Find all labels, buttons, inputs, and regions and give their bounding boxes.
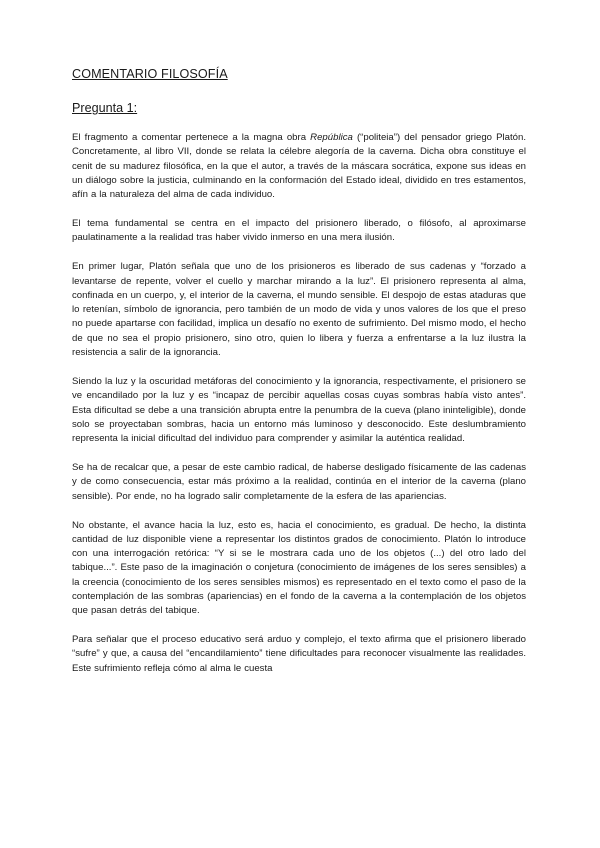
paragraph-3: En primer lugar, Platón señala que uno de los prisioneros es liberado de sus cadenas y “forzado a levantarse de repente, volver el cuello y marchar mirando a la luz”. El prisionero representa al alma, confinada en un cuerpo, y, el interior de la caverna, el mundo sensible. El despojo de estas ataduras que lo retenían, símbolo de ignorancia, pero también de un modo de vida y unos valores de los que el preso no puede apartarse con facilidad, implica un desafío no exento de sufrimiento. Del mismo modo, el hecho de que no sea el propio prisionero, sino otro, quien lo libera y fuerza a enfrentarse a la luz ilustra la resistencia a salir de la ignorancia. <box>72 261 526 359</box>
paragraph-2: El tema fundamental se centra en el impacto del prisionero liberado, o filósofo, al aproximarse paulatinamente a la realidad tras haber vivido inmerso en una mera ilusión. <box>72 218 526 244</box>
paragraph-7: Para señalar que el proceso educativo será arduo y complejo, el texto afirma que el prisionero liberado “sufre” y que, a causa del “encandilamiento” tiene dificultades para reconocer visualmente las realidades. Este sufrimiento refleja cómo al alma le cuesta <box>72 634 526 674</box>
document-title: COMENTARIO FILOSOFÍA <box>72 67 228 81</box>
paragraph-6: No obstante, el avance hacia la luz, esto es, hacia el conocimiento, es gradual. De hecho, la distinta cantidad de luz disponible viene a representar los distintos grados de conocimiento. Platón lo introduce con una interrogación retórica: “Y si se le mostrara cada uno de los objetos (...) del otro lado del tabique...”. Este paso de la imaginación o conjetura (conocimiento de imágenes de los seres sensibles) a la creencia (conocimiento de los seres sensibles mismos) es representado en el texto como el paso de la contemplación de las sombras (apariencias) en el fondo de la caverna a la contemplación de los objetos que pasan detrás del tabique. <box>72 519 526 617</box>
paragraph-4: Siendo la luz y la oscuridad metáforas del conocimiento y la ignorancia, respectivamente, el prisionero se ve encandilado por la luz y es “incapaz de percibir aquellas cosas cuyas sombras había visto antes”. Esta dificultad se debe a una transición abrupta entre la penumbra de la cueva (plano ininteligible), donde solo se proyectaban sombras, hacia un entorno más luminoso y desconocido. Este deslumbramiento representa la inicial dificultad del individuo para comprender y asimilar la auténtica realidad. <box>72 375 526 445</box>
paragraph-1-text-b: (“politeia”) del pensador griego Platón. Concretamente, al libro VII, donde se relata la célebre alegoría de la caverna. Dicha obra constituye el cenit de su madurez filosófica, en la que el autor, a través de la máscara socrática, expone sus ideas en un diálogo sobre la justicia, culminando en la conformación del Estado ideal, dividido en tres estamentos, afín a la naturaleza del alma de cada individuo. <box>72 132 526 201</box>
paragraph-1 <box>72 131 526 202</box>
document-page <box>72 66 526 691</box>
paragraph-1-text-a: El fragmento a comentar pertenece a la magna obra <box>72 132 311 143</box>
paragraph-5: Se ha de recalcar que, a pesar de este cambio radical, de haberse desligado físicamente de las cadenas y de como consecuencia, estar más próximo a la realidad, continúa en el interior de la caverna (plano sensible). Por ende, no ha logrado salir completamente de la esfera de las apariencias. <box>72 462 526 502</box>
question-heading: Pregunta 1: <box>72 101 138 115</box>
work-title: República <box>310 132 353 143</box>
